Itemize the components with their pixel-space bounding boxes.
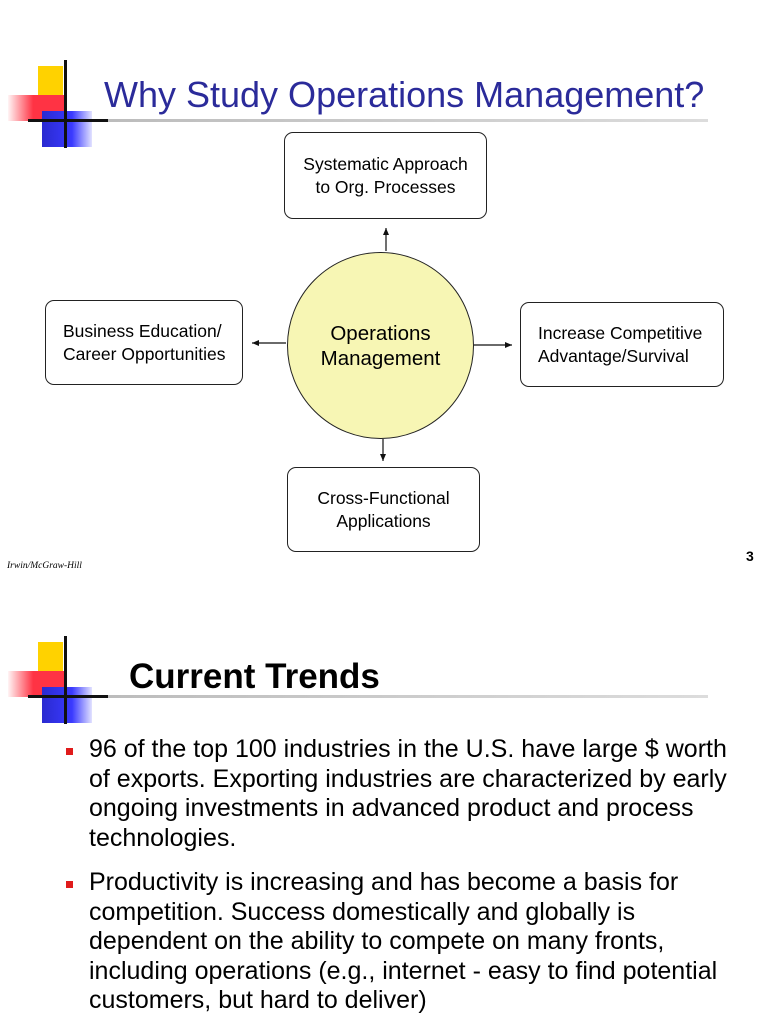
bullet-text: Productivity is increasing and has become a basis for competition. Success domestically and globally is dependent on the ability to compete on many fronts, including operations (e.g., internet - easy to find potential customers, but hard to deliver) (89, 868, 718, 1014)
slide-title-2: Current Trends (129, 657, 380, 696)
bullet-item (63, 868, 753, 1016)
bullet-text: 96 of the top 100 industries in the U.S. have large $ worth of exports. Exporting industries are characterized by early ongoing investments in advanced product and process technologies. (89, 735, 727, 852)
cross-functional-label: Cross-Functional Applications (317, 487, 450, 531)
logo-vertical-line (64, 636, 67, 724)
competitive-advantage-box (520, 302, 724, 387)
competitive-advantage-label: Increase Competitive Advantage/Survival (538, 322, 703, 366)
cross-functional-box (287, 467, 480, 552)
page-number: 3 (746, 548, 754, 564)
logo-blue-square (42, 687, 92, 723)
publisher-credit: Irwin/McGraw-Hill (7, 561, 82, 571)
bullet-square-icon (66, 881, 73, 888)
operations-management-circle (287, 252, 474, 439)
slide-logo-decoration-2 (8, 642, 108, 732)
operations-management-label: Operations Management (320, 321, 441, 370)
systematic-approach-label: Systematic Approach to Org. Processes (303, 153, 468, 197)
business-education-label: Business Education/ Career Opportunities (63, 320, 226, 364)
slide-title: Why Study Operations Management? (104, 74, 705, 115)
business-education-box (45, 300, 243, 385)
bullet-item (63, 735, 753, 853)
systematic-approach-box (284, 132, 487, 219)
bullet-square-icon (66, 748, 73, 755)
trend-bullet-list (63, 735, 753, 1031)
